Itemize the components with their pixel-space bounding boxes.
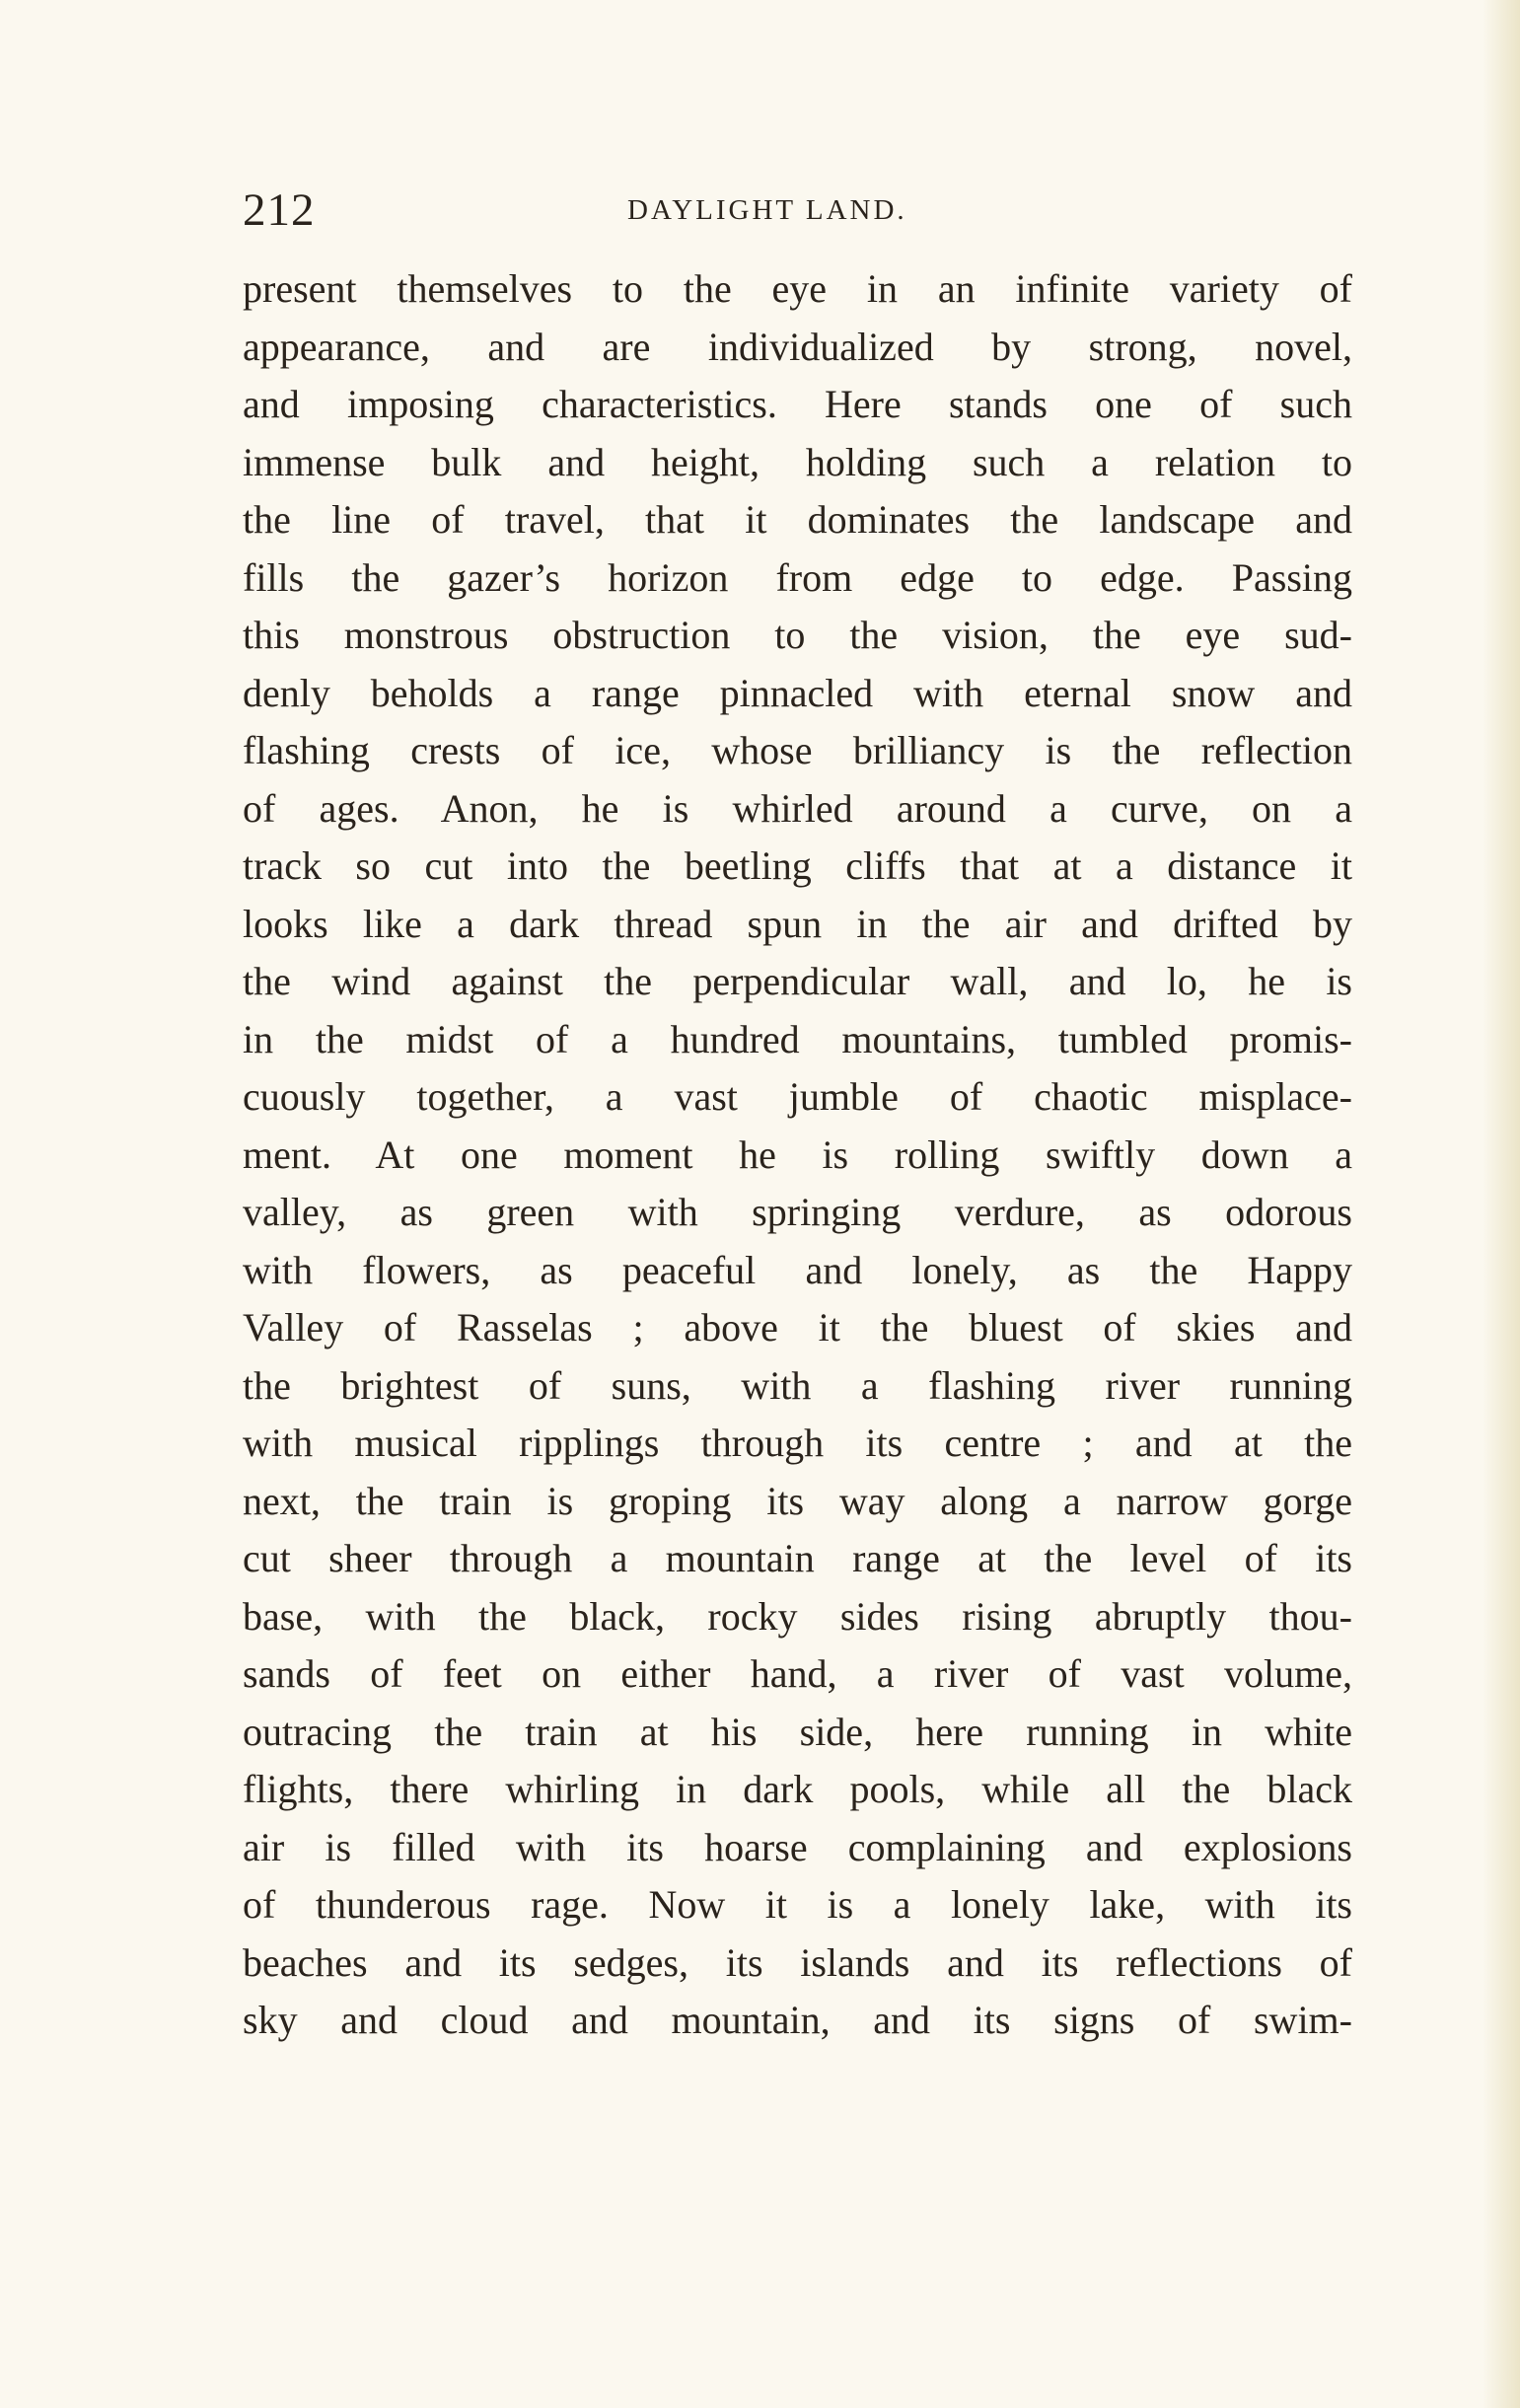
text-line: air is filled with its hoarse complaining and explosions <box>243 1824 1352 1869</box>
text-line: cut sheer through a mountain range at the level of its <box>243 1536 1352 1580</box>
body-text <box>243 260 1352 2050</box>
text-line: with musical ripplings through its centre ; and at the <box>243 1421 1352 1465</box>
page-header <box>243 181 1352 240</box>
text-line: present themselves to the eye in an infinite variety of <box>243 266 1352 311</box>
running-head: DAYLIGHT LAND. <box>627 194 907 226</box>
text-line: the wind against the perpendicular wall, and lo, he is <box>243 959 1352 1003</box>
text-line: the brightest of suns, with a flashing river running <box>243 1362 1352 1408</box>
text-line: and imposing characteristics. Here stands one of such <box>243 382 1352 426</box>
text-line: base, with the black, rocky sides rising abruptly thou- <box>243 1593 1352 1639</box>
text-line: ment. At one moment he is rolling swiftly down a <box>243 1131 1352 1177</box>
text-line: the line of travel, that it dominates the landscape and <box>243 497 1352 542</box>
text-line: sands of feet on either hand, a river of vast volume, <box>243 1651 1352 1696</box>
text-line: of ages. Anon, he is whirled around a curve, on a <box>243 785 1352 831</box>
text-line: of thunderous rage. Now it is a lonely lake, with its <box>243 1882 1352 1927</box>
text-line: in the midst of a hundred mountains, tumbled promis- <box>243 1016 1352 1061</box>
page-number: 212 <box>243 184 316 236</box>
text-line: outracing the train at his side, here running in white <box>243 1709 1352 1754</box>
text-line: flights, there whirling in dark pools, while all the black <box>243 1767 1352 1811</box>
text-line: this monstrous obstruction to the vision, the eye sud- <box>243 613 1352 657</box>
text-line: appearance, and are individualized by strong, novel, <box>243 324 1352 369</box>
text-line: cuously together, a vast jumble of chaotic misplace- <box>243 1074 1352 1119</box>
text-line: sky and cloud and mountain, and its signs of swim- <box>243 1998 1352 2042</box>
text-line: flashing crests of ice, whose brilliancy is the reflection <box>243 728 1352 772</box>
text-line: track so cut into the beetling cliffs that at a distance it <box>243 843 1352 888</box>
text-line: with flowers, as peaceful and lonely, as the Happy <box>243 1247 1352 1292</box>
text-line: valley, as green with springing verdure, as odorous <box>243 1190 1352 1234</box>
text-line: fills the gazer’s horizon from edge to edge. Passing <box>243 554 1352 600</box>
page-edge-shading <box>1483 0 1520 2408</box>
text-line: immense bulk and height, holding such a relation to <box>243 439 1352 484</box>
text-line: Valley of Rasselas ; above it the bluest of skies and <box>243 1305 1352 1350</box>
text-line: denly beholds a range pinnacled with eternal snow and <box>243 670 1352 715</box>
text-line: beaches and its sedges, its islands and its reflections of <box>243 1939 1352 1985</box>
text-line: looks like a dark thread spun in the air and drifted by <box>243 901 1352 946</box>
text-line: next, the train is groping its way along a narrow gorge <box>243 1478 1352 1523</box>
